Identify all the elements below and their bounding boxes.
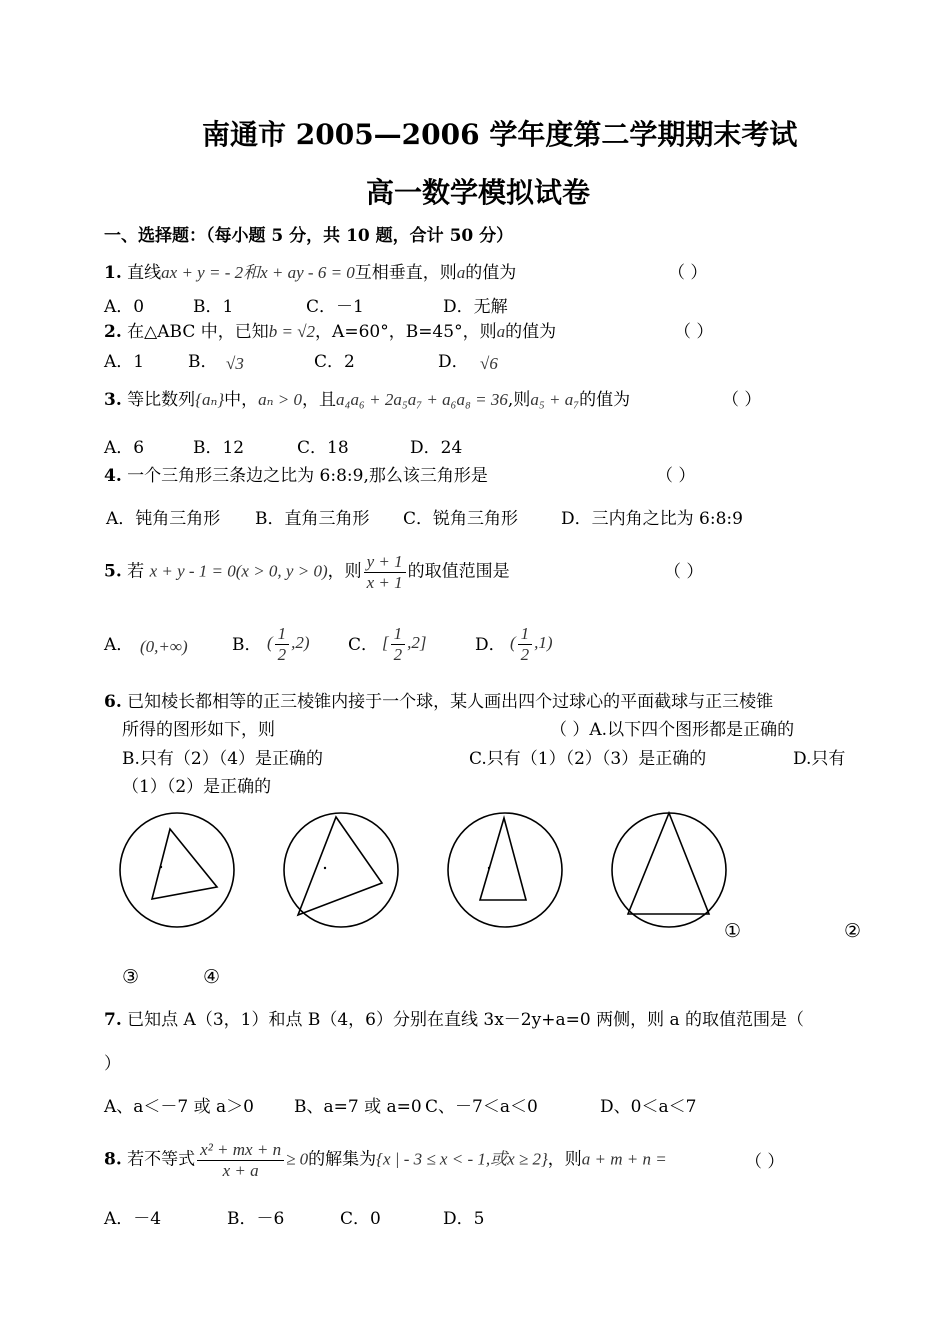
paren-open: ( xyxy=(510,632,516,652)
question-text: （1）（2）是正确的 xyxy=(122,777,272,797)
figure-3 xyxy=(440,805,570,935)
option-d: D．5 xyxy=(443,1209,485,1229)
question-text: 的值为 xyxy=(465,263,517,283)
option-a: A．1 xyxy=(104,352,145,372)
question-text: ,则 xyxy=(507,390,531,410)
option-c: C．锐角三角形 xyxy=(403,509,519,529)
figure-label-3: ③ xyxy=(122,966,140,988)
option-c: C．2 xyxy=(314,352,355,372)
question-text: 的值为 xyxy=(505,322,557,342)
figure-1 xyxy=(112,805,242,935)
option-a: A． xyxy=(104,635,134,655)
question-text: 互相垂直，则 xyxy=(354,263,457,283)
figure-label-1: ① xyxy=(724,920,742,942)
question-text: ，A=60°，B=45°，则 xyxy=(315,322,497,342)
question-text: 直线 xyxy=(127,263,162,283)
question-7 xyxy=(104,1010,804,1030)
option-b: B． xyxy=(188,352,218,372)
question-text: 的取值范围是 xyxy=(407,561,510,582)
question-text: ，则 xyxy=(327,561,362,582)
option-d: D、0＜a＜7 xyxy=(600,1097,697,1117)
option-d: D． xyxy=(438,352,469,372)
math-expression: {aₙ} xyxy=(195,390,225,409)
question-text: 等比数列 xyxy=(127,390,196,410)
figure-label-2: ② xyxy=(844,920,862,942)
answer-paren: （ ） xyxy=(722,390,762,410)
option-a: A．6 xyxy=(104,438,145,458)
fraction-numerator: 1 xyxy=(518,624,533,645)
fraction xyxy=(391,624,406,664)
math-expression: a₅ + a₇ xyxy=(530,390,580,409)
fraction-numerator: x² + mx + n xyxy=(197,1140,284,1161)
answer-paren: （ ） xyxy=(656,466,696,486)
question-text: （ ）A.以下四个图形都是正确的 xyxy=(550,720,795,740)
question-text: 一个三角形三条边之比为 6:8:9,那么该三角形是 xyxy=(127,466,488,486)
math-expression: a xyxy=(456,263,466,282)
fraction-numerator: y + 1 xyxy=(364,552,406,573)
answer-paren: （ ） xyxy=(668,263,708,283)
math-expression: a xyxy=(496,322,506,341)
question-number: 4. xyxy=(104,466,122,486)
question-number: 2. xyxy=(104,322,122,342)
question-2 xyxy=(104,322,556,342)
option-d: D．三内角之比为 6:8:9 xyxy=(561,509,743,529)
question-6 xyxy=(104,692,773,712)
question-number: 5. xyxy=(104,561,122,582)
question-text: 若 xyxy=(127,561,145,582)
fraction-denominator: 2 xyxy=(277,644,287,664)
fraction-denominator: 2 xyxy=(393,644,403,664)
option-b: B．12 xyxy=(193,438,245,458)
question-text: ） xyxy=(104,1054,121,1074)
math-expression: ax + y = - 2和x + ay - 6 = 0 xyxy=(161,263,355,282)
option-b: B．直角三角形 xyxy=(255,509,370,529)
option-b: B．－6 xyxy=(227,1209,285,1229)
math-expression: √3 xyxy=(226,354,244,373)
math-expression xyxy=(510,624,553,664)
option-b: B.只有（2）（4）是正确的 xyxy=(122,749,324,769)
center-dot xyxy=(324,867,326,869)
answer-paren: （ ） xyxy=(674,322,714,342)
option-a: A、a＜－7 或 a＞0 xyxy=(104,1097,254,1117)
paren-open: ( xyxy=(267,632,273,652)
math-expression: {x | - 3 ≤ x < - 1,或x ≥ 2} xyxy=(376,1149,548,1169)
figure-4 xyxy=(604,805,734,935)
option-a: A．－4 xyxy=(104,1209,162,1229)
math-expression: b = √2 xyxy=(268,322,316,341)
option-a: A．钝角三角形 xyxy=(106,509,221,529)
question-text: 已知棱长都相等的正三棱锥内接于一个球，某人画出四个过球心的平面截球与正三棱锥 xyxy=(127,692,774,712)
question-text: 若不等式 xyxy=(127,1149,196,1170)
math-expression: aₙ > 0 xyxy=(258,390,303,409)
question-text: ，则 xyxy=(547,1149,582,1170)
question-text: 在△ABC 中，已知 xyxy=(127,322,269,342)
math-expression: a + m + n = xyxy=(581,1149,667,1169)
math-expression: x + y - 1 = 0(x > 0, y > 0) xyxy=(149,561,328,581)
option-b: B、a=7 或 a=0 xyxy=(294,1097,422,1117)
question-number: 8. xyxy=(104,1149,122,1170)
question-text: 已知点 A（3，1）和点 B（4，6）分别在直线 3x－2y+a=0 两侧，则 a 的取值范围是（ xyxy=(127,1010,805,1030)
question-number: 7. xyxy=(104,1010,122,1030)
question-text: 中， xyxy=(224,390,259,410)
fraction xyxy=(275,624,290,664)
option-c: C、－7＜a＜0 xyxy=(425,1097,538,1117)
question-4 xyxy=(104,466,488,486)
fraction-numerator: 1 xyxy=(275,624,290,645)
math-expression: a₄a₆ + 2a₅a₇ + a₆a₈ = 36 xyxy=(336,390,508,409)
question-text: 所得的图形如下，则 xyxy=(122,720,275,740)
question-3 xyxy=(104,390,630,410)
fraction-denominator: x + a xyxy=(222,1160,259,1180)
interval-end: ,1) xyxy=(534,632,553,652)
answer-paren: （ ） xyxy=(745,1152,785,1172)
sphere-cross-section xyxy=(284,813,398,927)
math-expression xyxy=(267,624,310,664)
figure-label-4: ④ xyxy=(203,966,221,988)
question-number: 3. xyxy=(104,390,122,410)
center-dot xyxy=(160,866,162,868)
option-b: B．1 xyxy=(193,297,234,317)
question-5 xyxy=(104,552,510,592)
fraction xyxy=(197,1140,284,1180)
option-d: D.只有 xyxy=(793,749,846,769)
option-c: C．0 xyxy=(340,1209,381,1229)
question-8 xyxy=(104,1140,667,1180)
triangle xyxy=(628,813,709,914)
triangle xyxy=(152,829,217,899)
option-c: C.只有（1）（2）（3）是正确的 xyxy=(469,749,707,769)
question-text: 的解集为 xyxy=(308,1149,377,1170)
question-1 xyxy=(104,263,516,283)
math-expression: √6 xyxy=(480,354,498,373)
question-text: 的值为 xyxy=(579,390,631,410)
option-a: A．0 xyxy=(104,297,145,317)
math-expression: ≥ 0 xyxy=(286,1149,309,1169)
bracket-open: [ xyxy=(382,632,389,652)
sphere-cross-section xyxy=(120,813,234,927)
answer-paren: （ ） xyxy=(664,562,704,582)
fraction-denominator: 2 xyxy=(520,644,530,664)
fraction xyxy=(518,624,533,664)
title-line-1: 南通市 2005—2006 学年度第二学期期末考试 xyxy=(202,118,798,151)
sphere-cross-section xyxy=(448,813,562,927)
section-heading: 一、选择题：（每小题 5 分，共 10 题，合计 50 分） xyxy=(104,226,514,246)
option-d: D．24 xyxy=(410,438,463,458)
option-c: C．18 xyxy=(297,438,349,458)
question-text: ，且 xyxy=(302,390,337,410)
question-number: 1. xyxy=(104,263,122,283)
interval-end: ,2] xyxy=(407,632,427,652)
fraction-denominator: x + 1 xyxy=(366,572,403,592)
option-c: C．－1 xyxy=(306,297,364,317)
question-number: 6. xyxy=(104,692,122,712)
triangle xyxy=(298,817,382,915)
triangle xyxy=(480,818,526,900)
option-d: D．无解 xyxy=(443,297,508,317)
option-c: C． xyxy=(348,635,379,655)
math-expression: (0,+∞) xyxy=(140,637,188,656)
interval-end: ,2) xyxy=(291,632,310,652)
fraction xyxy=(364,552,406,592)
fraction-numerator: 1 xyxy=(391,624,406,645)
center-dot xyxy=(488,867,490,869)
option-d: D． xyxy=(475,635,506,655)
title-line-2: 高一数学模拟试卷 xyxy=(366,176,591,209)
option-b: B． xyxy=(232,635,262,655)
math-expression xyxy=(382,624,427,664)
figure-2 xyxy=(276,805,406,935)
